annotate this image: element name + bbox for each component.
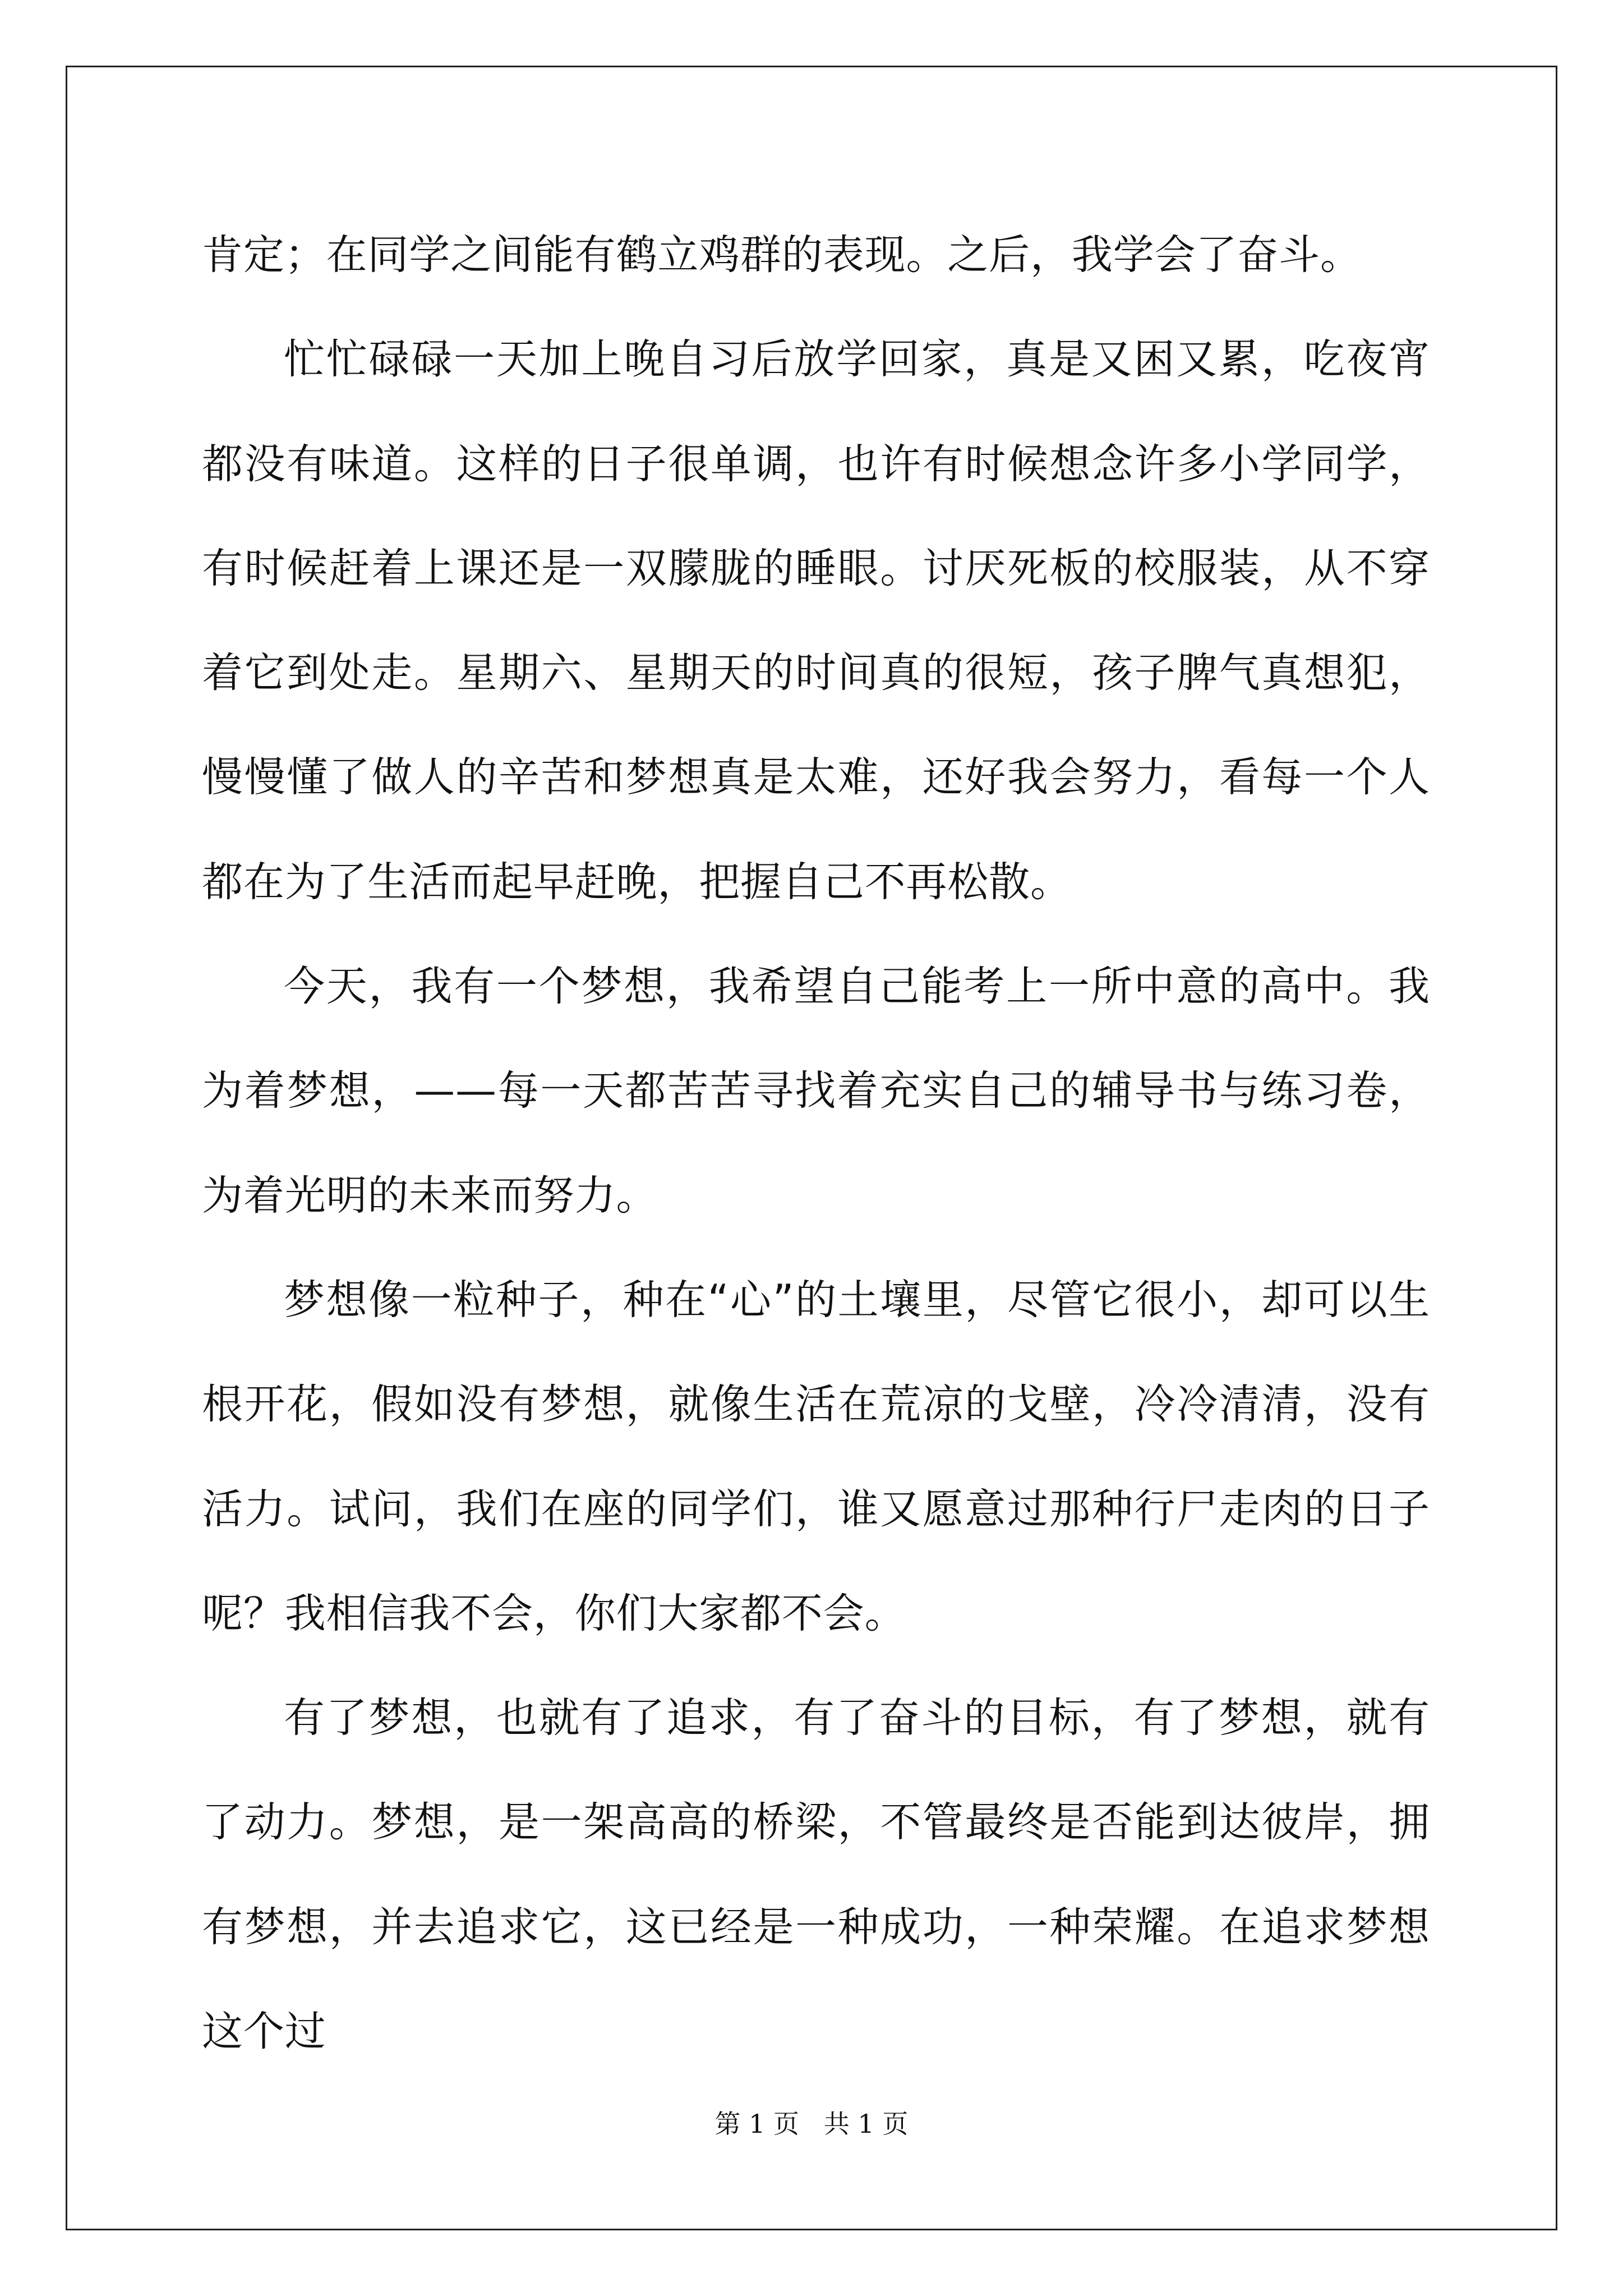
paragraph-3: 今天，我有一个梦想，我希望自己能考上一所中意的高中。我为着梦想，——每一天都苦苦寻找着充实自己的辅导书与练习卷，为着光明的未来而努力。 bbox=[202, 963, 1430, 1220]
paragraph-4: 梦想像一粒种子，种在“心”的土壤里，尽管它很小，却可以生根开花，假如没有梦想，就像生活在荒凉的戈壁，冷冷清清，没有活力。试问，我们在座的同学们，谁又愿意过那种行尸走肉的日子呢？我相信我不会，你们大家都不会。 bbox=[202, 1276, 1430, 1637]
paragraph-1: 肯定；在同学之间能有鹤立鸡群的表现。之后，我学会了奋斗。 bbox=[202, 231, 1362, 279]
paragraph-5: 有了梦想，也就有了追求，有了奋斗的目标，有了梦想，就有了动力。梦想，是一架高高的桥梁，不管最终是否能到达彼岸，拥有梦想，并去追求它，这已经是一种成功，一种荣耀。在追求梦想这个过 bbox=[202, 1694, 1430, 2056]
paragraph-2: 忙忙碌碌一天加上晚自习后放学回家，真是又困又累，吃夜宵都没有味道。这样的日子很单调，也许有时候想念许多小学同学，有时候赶着上课还是一双朦胧的睡眼。讨厌死板的校服装，从不穿着它到处走。星期六、星期天的时间真的很短，孩子脾气真想犯，慢慢懂了做人的辛苦和梦想真是太难，还好我会努力，看每一个人都在为了生活而起早赶晚，把握自己不再松散。 bbox=[202, 335, 1430, 906]
document-body bbox=[202, 203, 1430, 2084]
page-number-footer: 第 1 页 共 1 页 bbox=[714, 2109, 909, 2139]
